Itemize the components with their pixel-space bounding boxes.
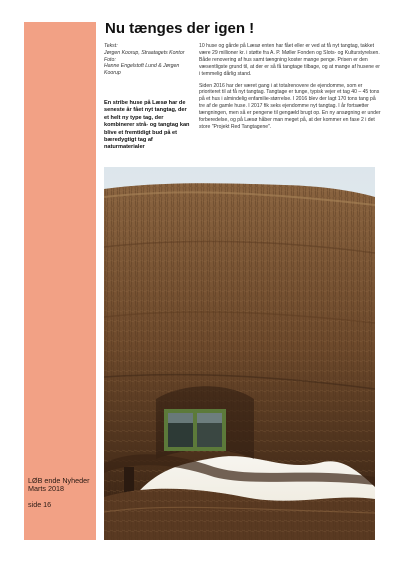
credits-photo-authors: Hanne Engelstoft Lund & Jørgen Koorup	[104, 63, 180, 77]
footer-publication-name: LØB ende Nyheder	[28, 476, 90, 485]
body-paragraph-1: 10 huse og gårde på Læsø enten har fået eller er ved at få nyt tangtag, takket være 29 millioner kr. i støtte fra A. P. Møller Fonden og Slots- og Kulturstyrelsen. Både renovering af hus samt tængning koster mange penge. Prisen er den væsentligste grund til, at der er så få tangtage tilbage, og at mange af husene er i temmelig dårlig stand.	[199, 43, 380, 77]
article-title: Nu tænges der igen !	[105, 20, 255, 37]
seaweed-roof-photo	[104, 167, 375, 540]
credits-text-label: Tekst:	[104, 43, 118, 49]
footer-issue-date: Marts 2018	[28, 484, 64, 494]
page-number: side 16	[28, 499, 52, 509]
credits-text-author: Jørgen Koorup, Straatagets Kontor	[104, 49, 185, 56]
credits-photo-label: Foto:	[104, 56, 116, 63]
body-paragraph-2: Siden 2016 har der været gang i at totalrenovere de ejendomme, som er prioriteret til at få nyt tangtag. Tangtage er tunge, typisk vejer et tag 40 – 45 tons på et hus i almindelig enfamilie-størrelse. I 2016 blev der lagt 170 tons tang på tre af de gamle huse. I 2017 fik seks ejendomme nyt tangtag. I år fortsætter tængningen, men så er pengene til gengæld brugt op. En ny ansøgning er under forberedelse, og på Læsø håber man meget på, at der kommer en fase 2 i det store "Projekt Red Tangtagene".	[199, 82, 381, 130]
sidebar-accent-bar	[24, 22, 96, 540]
article-body	[199, 43, 381, 136]
article-credits	[104, 43, 192, 77]
article-lead: En stribe huse på Læsø har de seneste år fået nyt tangtag, der et helt ny type tag, der kombinerer strå- og tangtag kan blive et fremtidigt bud på et bæredygtigt tag af naturmaterialer	[104, 100, 190, 151]
publication-footer	[28, 477, 98, 509]
